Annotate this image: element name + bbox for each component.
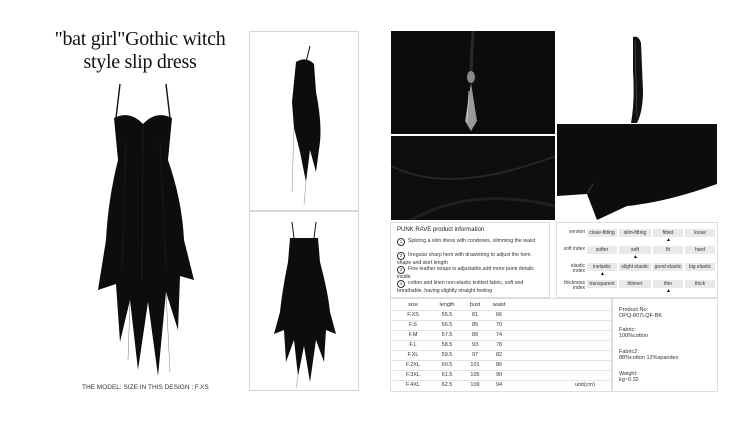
back-view-dress (250, 212, 358, 390)
table-cell: 101 (470, 362, 480, 368)
size-table (390, 298, 612, 392)
hem-detail-photo (557, 124, 717, 220)
table-cell: 57.5 (441, 332, 453, 338)
size-table-header-cell: length (439, 302, 455, 308)
side-view-dress (250, 32, 358, 210)
table-cell: 94 (495, 382, 503, 388)
selected-marker-icon: ▲ (633, 254, 638, 260)
size-table-header-cell: bust (469, 302, 481, 308)
strap-detail-photo (557, 31, 717, 123)
selected-marker-icon: ▲ (666, 237, 671, 243)
product-info-box (390, 222, 550, 298)
index-cell: slight elastic (619, 263, 651, 271)
product-no-value: OPQ-807LQF-BK (619, 313, 663, 319)
index-cell: thin (653, 280, 683, 288)
index-cell: fitted (653, 229, 683, 237)
table-row (391, 380, 611, 391)
product-title: "bat girl"Gothic witch style slip dress (54, 28, 226, 73)
fabric2-value: 88%cotton 12%spandex (619, 355, 679, 361)
table-cell: 62.5 (441, 382, 453, 388)
table-cell: F.M (408, 332, 418, 338)
table-cell: 61.5 (441, 372, 453, 378)
index-cell: close-fitting (587, 229, 617, 237)
index-cell: thick (685, 280, 715, 288)
index-cell: softer (587, 246, 617, 254)
info-item: 3 Fine leather straps is adjustable,add more punk details inside (397, 266, 534, 280)
index-row-label: version (568, 229, 585, 235)
product-info-heading: PUNK RAVE product information (397, 227, 485, 233)
table-cell: F.S (409, 322, 417, 328)
fabric2-label: Fabric2: (619, 349, 639, 355)
table-cell: 78 (495, 342, 503, 348)
table-cell: 74 (495, 332, 503, 338)
table-cell: 70 (495, 322, 503, 328)
index-cell: big elastic (685, 263, 715, 271)
table-cell: 85 (471, 322, 479, 328)
side-view-frame (249, 31, 359, 211)
index-cell: fit (653, 246, 683, 254)
table-cell: 109 (470, 382, 480, 388)
selected-marker-icon: ▲ (600, 271, 605, 277)
index-row-label: thickness index (564, 280, 585, 292)
table-cell: 86 (495, 362, 503, 368)
back-view-frame (249, 211, 359, 391)
info-item: 4 cotton and linen non-elastic knitted fabric, soft and breathable, having slightly straight feeling (397, 280, 524, 294)
table-cell: 60.5 (441, 362, 453, 368)
table-cell: 89 (471, 332, 479, 338)
fabric-value: 100%cotton (619, 333, 649, 339)
index-cell: soft (619, 246, 651, 254)
product-no-label: Product No: (619, 307, 649, 313)
info-item: 2 Irregular sharp hem with drawstring to adjust the hem shape and skirt length (397, 252, 531, 266)
table-cell: 90 (495, 372, 503, 378)
table-cell: 58.5 (441, 342, 453, 348)
selected-marker-icon: ▲ (666, 288, 671, 294)
weight-value: kg~0.32 (619, 377, 639, 383)
table-cell: 93 (471, 342, 479, 348)
table-cell: F.XL (407, 352, 419, 358)
info-item: 1 Splicing a slim dress with condones, slimming the waist (397, 238, 545, 246)
fabric-detail-photo (391, 136, 555, 220)
index-row-label: elastic index (570, 263, 585, 275)
main-dress-photo (86, 80, 202, 378)
size-table-header-cell: size (408, 302, 418, 308)
product-code-box (612, 298, 718, 392)
index-cell: transparent (587, 280, 617, 288)
table-cell: 97 (471, 352, 479, 358)
weight-label: Weight: (619, 371, 638, 377)
index-cell: loose (685, 229, 715, 237)
index-cell: good elastic (654, 264, 682, 270)
table-cell: F.4XL (405, 382, 421, 388)
table-cell: F.XS (407, 312, 419, 318)
unit-label: unit(cm) (575, 382, 595, 388)
table-cell: 56.5 (441, 322, 453, 328)
table-cell: 82 (495, 352, 503, 358)
table-cell: F.L (409, 342, 417, 348)
table-cell: 66 (495, 312, 503, 318)
index-cell: inelastic (587, 263, 617, 271)
index-cell: thinner (619, 280, 651, 288)
size-table-header-cell: waist (492, 302, 506, 308)
index-row-label: soft index (563, 246, 585, 252)
table-cell: F.3XL (405, 372, 421, 378)
table-cell: 81 (471, 312, 479, 318)
index-cell: slim-fitting (619, 229, 651, 237)
index-cell: hard (685, 246, 715, 254)
fit-index-table (556, 222, 718, 298)
table-cell: F.2XL (405, 362, 421, 368)
table-cell: 55.5 (441, 312, 453, 318)
table-cell: 105 (470, 372, 480, 378)
model-size-note: THE MODEL: SIZE IN THIS DESIGN : F.XS (82, 384, 209, 391)
fabric-label: Fabric: (619, 327, 636, 333)
table-cell: 59.5 (441, 352, 453, 358)
zipper-detail-photo (391, 31, 555, 134)
